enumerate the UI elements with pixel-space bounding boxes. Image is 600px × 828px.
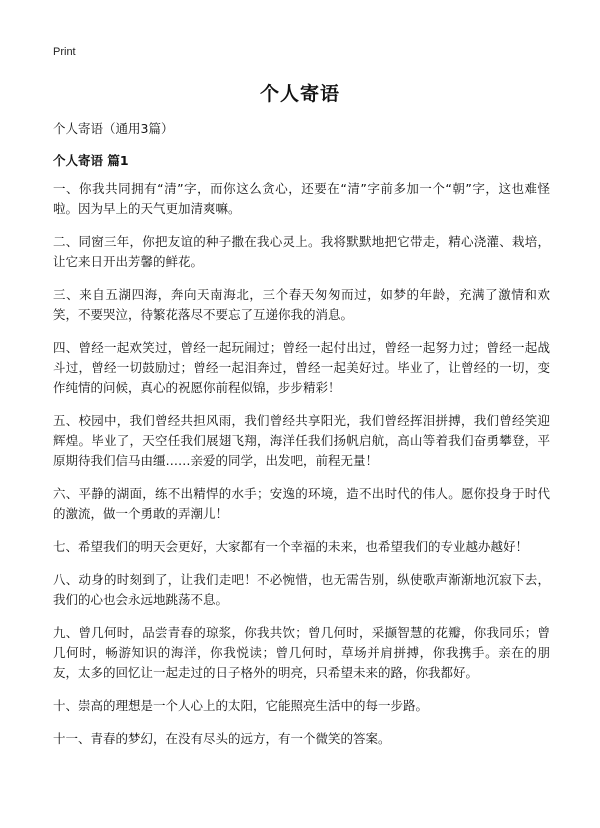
paragraph: 七、希望我们的明天会更好，大家都有一个幸福的未来，也希望我们的专业越办越好！ [53,539,529,554]
print-link[interactable]: Print [53,46,76,58]
paragraph: 一、你我共同拥有“清”字，而你这么贪心，还要在“清”字前多加一个“朝”字，这也难怪啦。因为早上的天气更加清爽嘛。 [53,181,550,216]
paragraph: 十一、青春的梦幻，在没有尽头的远方，有一个微笑的答案。 [53,731,391,746]
paragraph-list [53,179,550,762]
paragraph: 十、崇高的理想是一个人心上的太阳，它能照亮生活中的每一步路。 [53,698,429,713]
document-subtitle: 个人寄语（通用3篇） [53,121,174,136]
paragraph: 三、来自五湖四海，奔向天南海北，三个春天匆匆而过，如梦的年龄，充满了激情和欢笑，不要哭泣，待繁花落尽不要忘了互递你我的消息。 [53,287,550,322]
paragraph: 八、动身的时刻到了，让我们走吧！不必惋惜，也无需告别，纵使歌声渐渐地沉寂下去，我们的心也会永远地跳荡不息。 [53,572,550,607]
paragraph: 六、平静的湖面，练不出精悍的水手；安逸的环境，造不出时代的伟人。愿你投身于时代的激流，做一个勇敢的弄潮儿！ [53,486,550,521]
paragraph: 四、曾经一起欢笑过，曾经一起玩闹过；曾经一起付出过，曾经一起努力过；曾经一起战斗过，曾经一切鼓励过；曾经一起泪奔过，曾经一起美好过。毕业了，让曾经的一切，变作纯情的问候，真心的祝愿你前程似锦，步步精彩！ [53,340,550,395]
paragraph: 五、校园中，我们曾经共担风雨，我们曾经共享阳光，我们曾经挥泪拼搏，我们曾经笑迎辉煌。毕业了，天空任我们展翅飞翔，海洋任我们扬帆启航，高山等着我们奋勇攀登，平原期待我们信马由缰……亲爱的同学，出发吧，前程无量！ [53,413,550,468]
page-title: 个人寄语 [259,83,340,105]
paragraph: 二、同窗三年，你把友谊的种子撒在我心灵上。我将默默地把它带走，精心浇灌、栽培，让它来日开出芳馨的鲜花。 [53,234,550,269]
paragraph: 九、曾几何时，品尝青春的琼浆，你我共饮；曾几何时，采撷智慧的花瓣，你我同乐；曾几何时，畅游知识的海洋，你我悦读；曾几何时，草场并肩拼搏，你我携手。亲在的朋友，太多的回忆让一起走过的日子格外的明亮，只希望未来的路，你我都好。 [53,625,550,680]
section-heading: 个人寄语 篇1 [53,153,129,168]
